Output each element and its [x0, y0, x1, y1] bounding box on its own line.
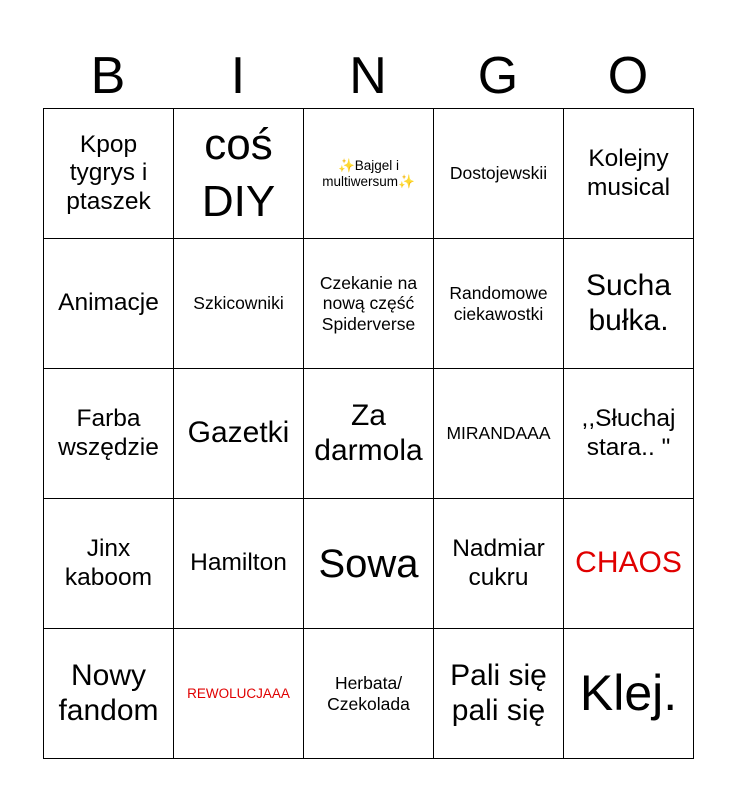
header-letter-b: B: [90, 47, 126, 105]
bingo-cell-r1c5[interactable]: Kolejny musical: [564, 109, 694, 239]
bingo-cell-r2c1[interactable]: Animacje: [44, 239, 174, 369]
bingo-cell-r5c2[interactable]: REWOLUCJAAA: [174, 629, 304, 759]
bingo-cell-r4c4[interactable]: Nadmiar cukru: [434, 499, 564, 629]
bingo-cell-r3c1[interactable]: Farba wszędzie: [44, 369, 174, 499]
header-letter-n: N: [349, 47, 387, 105]
bingo-cell-r4c2[interactable]: Hamilton: [174, 499, 304, 629]
bingo-cell-r5c3[interactable]: Herbata/ Czekolada: [304, 629, 434, 759]
bingo-cell-r2c3[interactable]: Czekanie na nową część Spiderverse: [304, 239, 434, 369]
header-letter-i: I: [230, 47, 246, 105]
bingo-cell-r4c3[interactable]: Sowa: [304, 499, 434, 629]
bingo-cell-r5c4[interactable]: Pali się pali się: [434, 629, 564, 759]
bingo-board: [43, 108, 694, 759]
bingo-cell-r1c3[interactable]: ✨Bajgel i multiwersum✨: [304, 109, 434, 239]
bingo-cell-r2c2[interactable]: Szkicowniki: [174, 239, 304, 369]
bingo-cell-r1c1[interactable]: Kpop tygrys i ptaszek: [44, 109, 174, 239]
bingo-cell-r4c1[interactable]: Jinx kaboom: [44, 499, 174, 629]
bingo-cell-r1c4[interactable]: Dostojewskii: [434, 109, 564, 239]
bingo-cell-r5c5[interactable]: Klej.: [564, 629, 694, 759]
bingo-cell-r2c5[interactable]: Sucha bułka.: [564, 239, 694, 369]
bingo-cell-r3c4[interactable]: MIRANDAAA: [434, 369, 564, 499]
header-letter-o: O: [607, 47, 649, 105]
bingo-cell-r5c1[interactable]: Nowy fandom: [44, 629, 174, 759]
bingo-cell-r1c2[interactable]: coś DIY: [174, 109, 304, 239]
bingo-cell-r3c3[interactable]: Za darmola: [304, 369, 434, 499]
bingo-cell-r3c5[interactable]: ,,Słuchaj stara.. ": [564, 369, 694, 499]
bingo-cell-r3c2[interactable]: Gazetki: [174, 369, 304, 499]
bingo-header: [43, 44, 693, 108]
header-letter-g: G: [477, 47, 519, 105]
bingo-cell-r2c4[interactable]: Randomowe ciekawostki: [434, 239, 564, 369]
bingo-cell-r4c5[interactable]: CHAOS: [564, 499, 694, 629]
